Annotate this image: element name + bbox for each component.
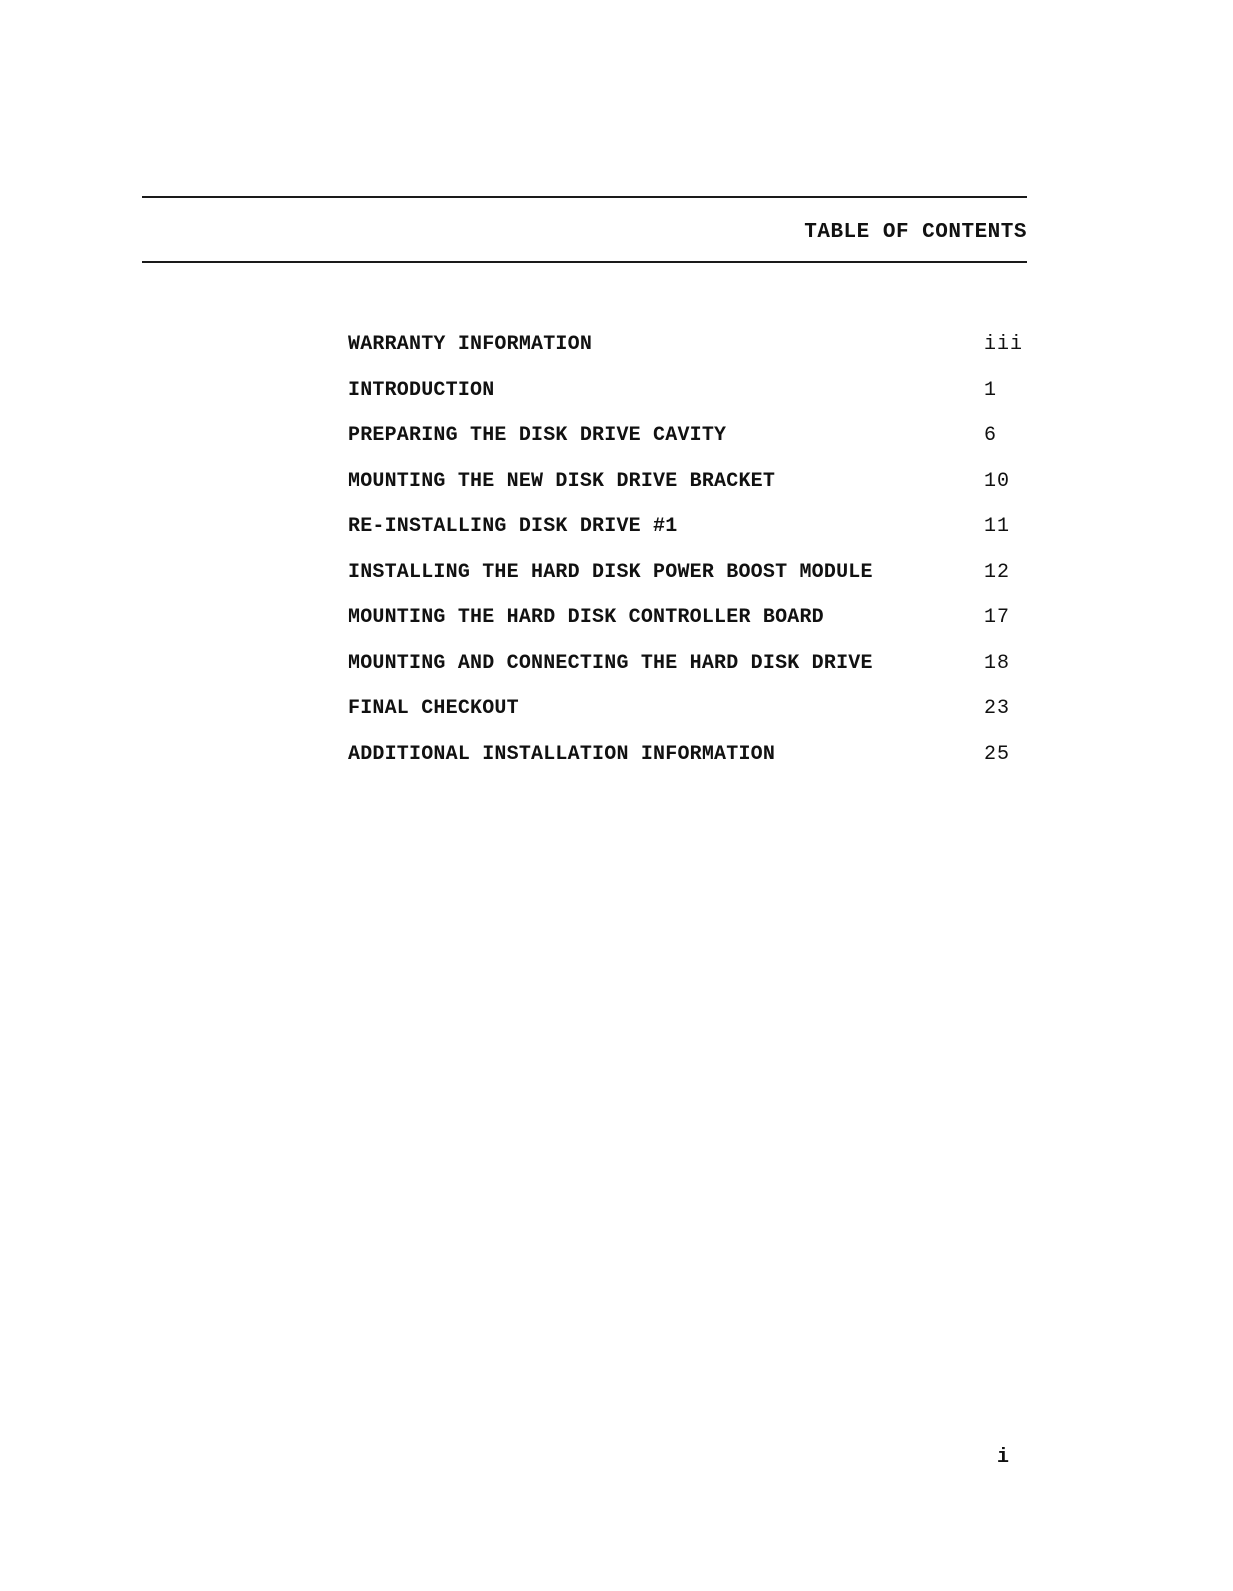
header-bottom-rule	[142, 261, 1027, 263]
page-title: TABLE OF CONTENTS	[804, 221, 1027, 244]
toc-entry	[348, 512, 1028, 558]
toc-entry-page: 23	[984, 697, 1011, 720]
toc-entry-title: INTRODUCTION	[348, 378, 495, 402]
toc-entry-title: ADDITIONAL INSTALLATION INFORMATION	[348, 742, 776, 766]
toc-entry	[348, 740, 1028, 786]
toc-entry-page: iii	[984, 333, 1024, 356]
toc-entry-title: FINAL CHECKOUT	[348, 697, 519, 720]
toc-entry-title: MOUNTING THE NEW DISK DRIVE BRACKET	[348, 469, 776, 493]
toc-entry-title: WARRANTY INFORMATION	[348, 333, 593, 356]
toc-entry-title: RE-INSTALLING DISK DRIVE #1	[348, 515, 678, 538]
toc-entry	[348, 694, 1028, 740]
toc-entry	[348, 558, 1028, 604]
toc-entry-title: MOUNTING AND CONNECTING THE HARD DISK DRIVE	[348, 651, 873, 675]
toc-entry	[348, 376, 1028, 422]
toc-entry-title: PREPARING THE DISK DRIVE CAVITY	[348, 424, 727, 447]
toc-entry-page: 6	[984, 424, 998, 447]
toc-entry-page: 10	[984, 469, 1011, 493]
toc-entry	[348, 421, 1028, 467]
page-number: i	[997, 1446, 1010, 1469]
toc-entry-page: 1	[984, 378, 998, 402]
toc-entry	[348, 467, 1028, 513]
toc-entry-page: 17	[984, 606, 1011, 629]
toc-entry-page: 11	[984, 515, 1011, 538]
toc-entry	[348, 649, 1028, 695]
toc-entry-title: INSTALLING THE HARD DISK POWER BOOST MODULE	[348, 560, 873, 584]
toc-entry-title: MOUNTING THE HARD DISK CONTROLLER BOARD	[348, 606, 824, 629]
header-top-rule	[142, 196, 1027, 198]
toc-entry	[348, 603, 1028, 649]
toc-entry	[348, 330, 1028, 376]
toc-entry-page: 18	[984, 651, 1011, 675]
toc-entry-page: 25	[984, 742, 1011, 766]
table-of-contents	[348, 330, 1028, 785]
toc-entry-page: 12	[984, 560, 1011, 584]
